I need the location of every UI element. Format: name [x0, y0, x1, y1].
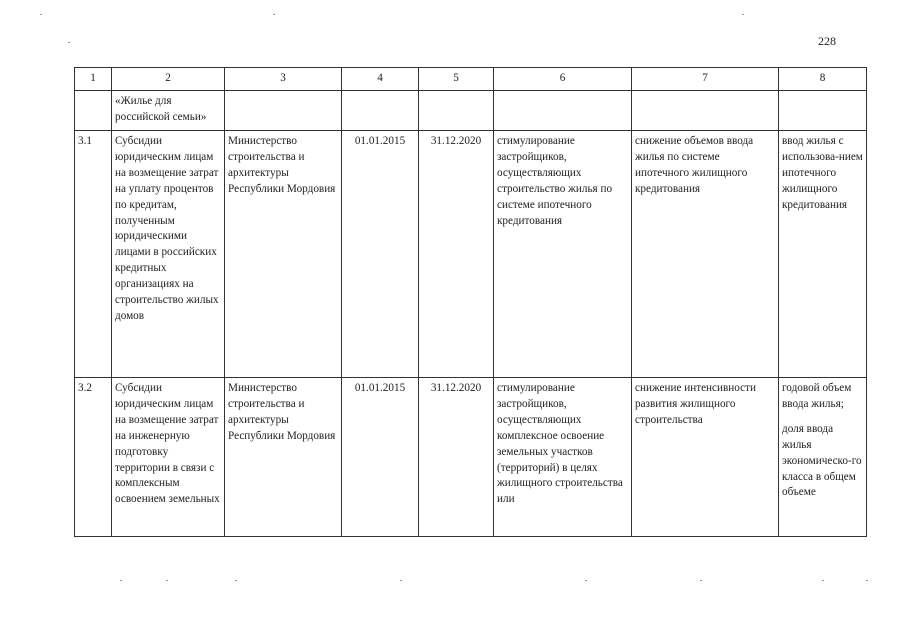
header-cell: 8 — [779, 68, 867, 91]
indicator-text: ввод жилья с использова-нием ипотечного жилищного кредитования — [782, 135, 863, 211]
table-row — [75, 131, 867, 378]
indicator — [779, 378, 867, 537]
indicator-text: доля ввода жилья экономическо-го класса в общем объеме — [782, 422, 862, 499]
header-cell: 3 — [225, 68, 342, 91]
indicator — [779, 131, 867, 378]
measure-name: Субсидии юридическим лицам на возмещение затрат на инженерную подготовку территории в связи с комплексным освоением земельных — [112, 378, 225, 537]
indicator-text: годовой объем ввода жилья; — [782, 382, 852, 410]
non-implementation-consequence: снижение интенсивности развития жилищного строительства — [632, 378, 779, 537]
end-date: 31.12.2020 — [419, 378, 494, 537]
expected-result: стимулирование застройщиков, осуществляющих комплексное освоение земельных участков (территорий) в целях жилищного строительства или — [494, 378, 632, 537]
table-cell — [75, 91, 112, 131]
table-cell — [779, 91, 867, 131]
table-cell — [632, 91, 779, 131]
table-cell — [494, 91, 632, 131]
program-measures-table — [74, 67, 867, 537]
executor: Министерство строительства и архитектуры Республики Мордовия — [225, 378, 342, 537]
executor: Министерство строительства и архитектуры Республики Мордовия — [225, 131, 342, 378]
start-date: 01.01.2015 — [342, 378, 419, 537]
header-cell: 2 — [112, 68, 225, 91]
continuation-row — [75, 91, 867, 131]
header-cell: 5 — [419, 68, 494, 91]
non-implementation-consequence: снижение объемов ввода жилья по системе ипотечного жилищного кредитования — [632, 131, 779, 378]
header-cell: 4 — [342, 68, 419, 91]
header-row — [75, 68, 867, 91]
header-cell: 6 — [494, 68, 632, 91]
row-number: 3.1 — [75, 131, 112, 378]
table-cell — [419, 91, 494, 131]
measure-name: Субсидии юридическим лицам на возмещение затрат на уплату процентов по кредитам, полученным юридическими лицами в российских кредитных организациях на строительство жилых домов — [112, 131, 225, 378]
table-row — [75, 378, 867, 537]
table-cell — [342, 91, 419, 131]
start-date: 01.01.2015 — [342, 131, 419, 378]
continued-measure-title: «Жилье для российской семьи» — [112, 91, 225, 131]
header-cell: 7 — [632, 68, 779, 91]
end-date: 31.12.2020 — [419, 131, 494, 378]
header-cell: 1 — [75, 68, 112, 91]
page-number: 228 — [818, 34, 836, 48]
expected-result: стимулирование застройщиков, осуществляющих строительство жилья по системе ипотечного кредитования — [494, 131, 632, 378]
row-number: 3.2 — [75, 378, 112, 537]
table-cell — [225, 91, 342, 131]
